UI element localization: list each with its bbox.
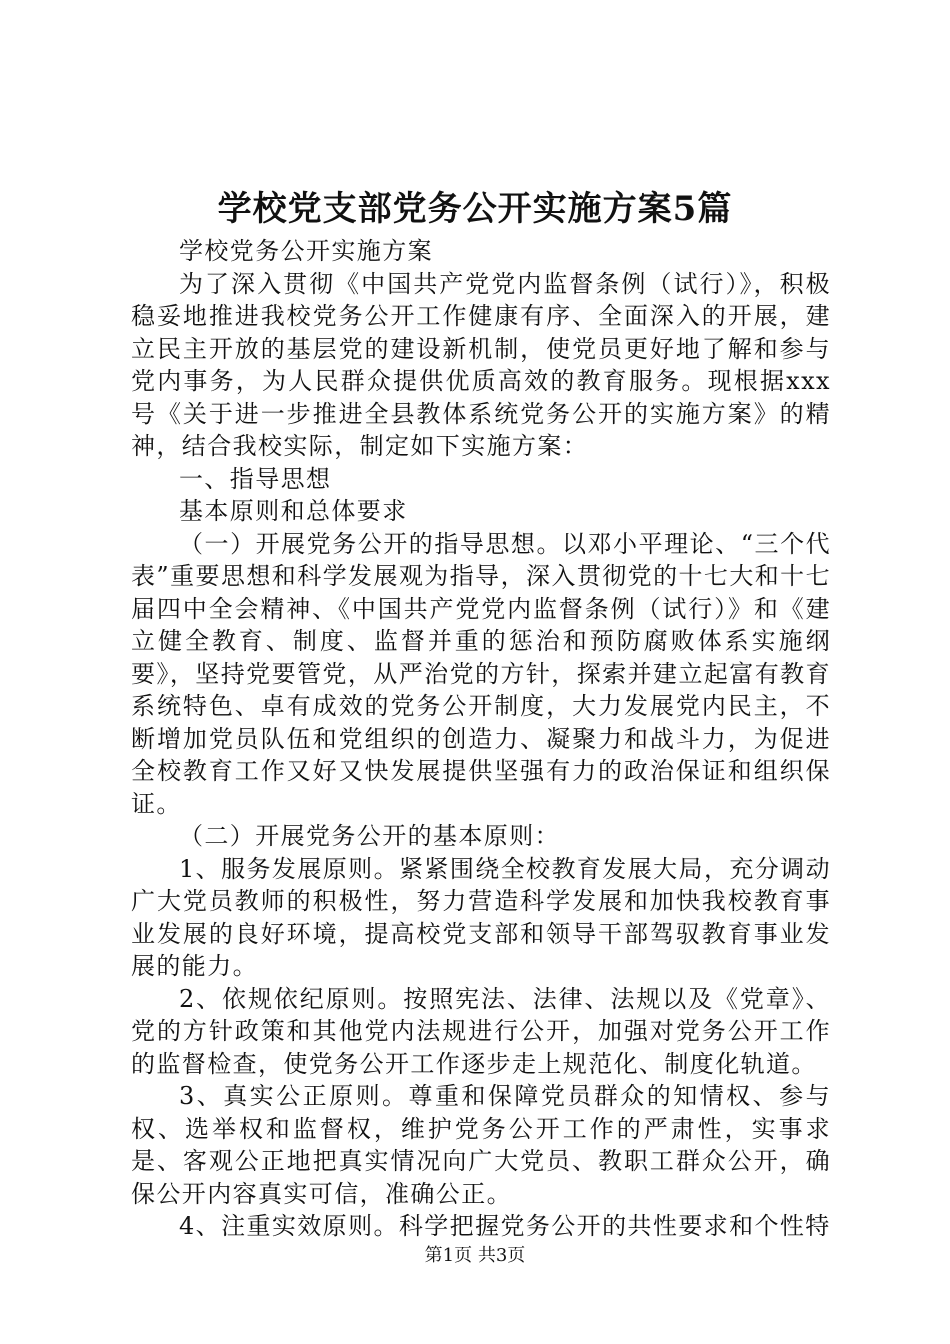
heading-guiding-thought: 一、指导思想 [179, 464, 332, 493]
paragraph-guiding-thought: （一）开展党务公开的指导思想。以邓小平理论、“三个代表”重要思想和科学发展观为指导，深入贯彻党的十七大和十七届四中全会精神、《中国共产党党内监督条例（试行）》和《建立健全教育、制度、监督并重的惩治和预防腐败体系实施纲要》，坚持党要管党，从严治党的方针，探索并建立起富有教育系统特色、卓有成效的党务公开制度，大力发展党内民主，不断增加党员队伍和党组织的创造力、凝聚力和战斗力，为促进全校教育工作又好又快发展提供坚强有力的政治保证和组织保证。 [131, 529, 831, 818]
document-title: 学校党支部党务公开实施方案5篇 [217, 189, 733, 229]
heading-basic-principles: （二）开展党务公开的基本原则： [179, 822, 560, 850]
heading-principles: 基本原则和总体要求 [179, 497, 408, 525]
document-body [131, 235, 831, 1243]
paragraph-subtitle: 学校党务公开实施方案 [179, 237, 433, 265]
paragraph-principle-3: 3、真实公正原则。尊重和保障党员群众的知情权、参与权、选举权和监督权，维护党务公开工作的严肃性，实事求是、客观公正地把真实情况向广大党员、教职工群众公开，确保公开内容真实可信，准确公正。 [131, 1082, 831, 1208]
paragraph-principle-4: 4、注重实效原则。科学把握党务公开的共性要求和个性特 [179, 1212, 831, 1240]
page-number-footer: 第1页 共3页 [424, 1245, 526, 1266]
paragraph-principle-1: 1、服务发展原则。紧紧围绕全校教育发展大局，充分调动广大党员教师的积极性，努力营造科学发展和加快我校教育事业发展的良好环境，提高校党支部和领导干部驾驭教育事业发展的能力。 [131, 854, 831, 980]
paragraph-intro: 为了深入贯彻《中国共产党党内监督条例（试行）》，积极稳妥地推进我校党务公开工作健康有序、全面深入的开展，建立民主开放的基层党的建设新机制，使党员更好地了解和参与党内事务，为人民群众提供优质高效的教育服务。现根据xxx号《关于进一步推进全县教体系统党务公开的实施方案》的精神，结合我校实际，制定如下实施方案： [131, 269, 831, 460]
paragraph-principle-2: 2、依规依纪原则。按照宪法、法律、法规以及《党章》、党的方针政策和其他党内法规进行公开，加强对党务公开工作的监督检查，使党务公开工作逐步走上规范化、制度化轨道。 [131, 984, 831, 1078]
